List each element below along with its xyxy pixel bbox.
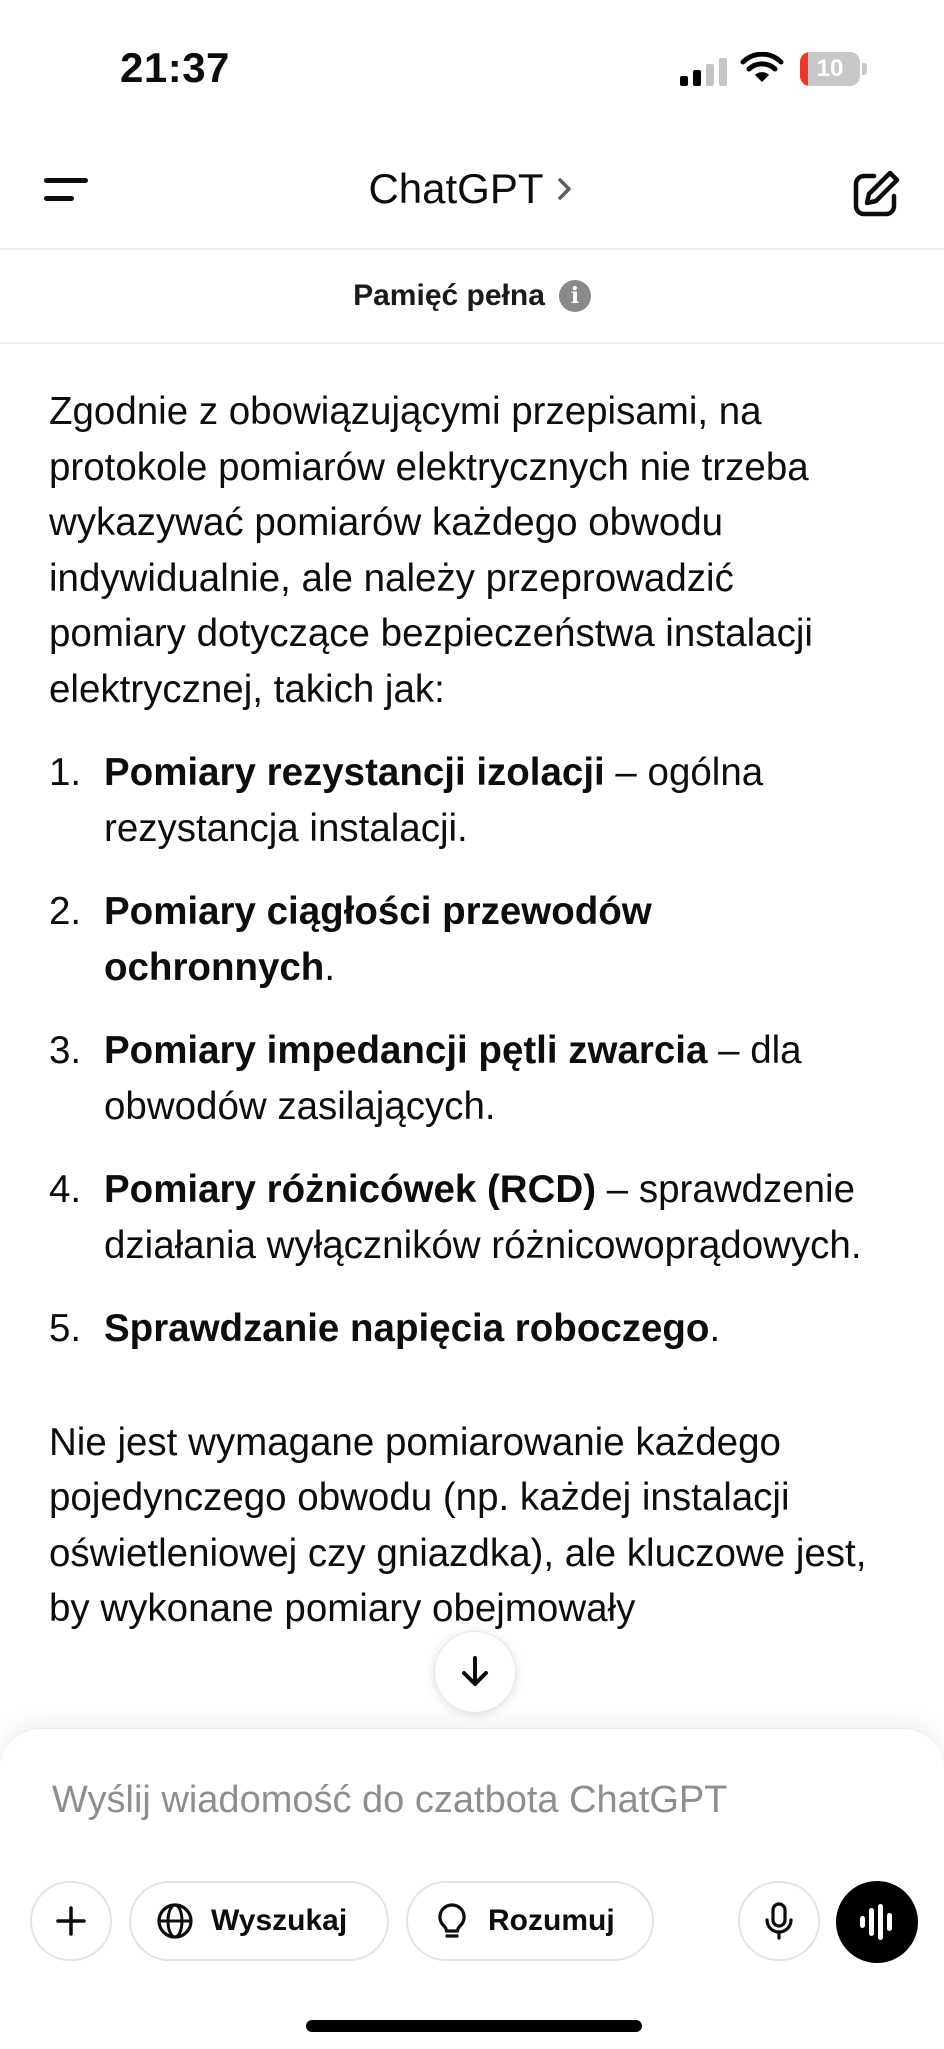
attach-button[interactable]: [30, 1881, 112, 1961]
measurement-list: [49, 745, 879, 1357]
menu-icon: [44, 178, 88, 183]
page-title: ChatGPT: [368, 165, 544, 212]
globe-icon: [155, 1901, 195, 1941]
voice-mode-button[interactable]: [836, 1881, 918, 1963]
new-chat-icon[interactable]: [850, 168, 902, 220]
list-item: 2. Pomiary ciągłości przewodów ochronnych.: [49, 890, 652, 989]
message-input[interactable]: [50, 1769, 894, 1831]
wifi-icon: [740, 52, 784, 86]
plus-icon: [53, 1903, 89, 1939]
cellular-signal-icon: [680, 58, 728, 86]
status-time: 21:37: [120, 44, 230, 91]
message-intro: Zgodnie z obowiązującymi przepisami, na protokole pomiarów elektrycznych nie trzeba wykazywać pomiarów każdego obwodu indywidualnie, ale należy przeprowadzić pomiary dotyczące bezpieczeństwa instalacji elektrycznej, takich jak:: [49, 390, 813, 711]
list-item: 5. Sprawdzanie napięcia roboczego.: [49, 1307, 721, 1350]
search-button-label: Wyszukaj: [211, 1904, 348, 1937]
voice-mode-icon: [855, 1900, 899, 1944]
arrow-down-icon: [455, 1652, 495, 1692]
composer: [0, 1728, 944, 2049]
memory-banner: [0, 250, 944, 344]
menu-button[interactable]: [44, 170, 96, 210]
battery-icon: [800, 52, 868, 86]
info-icon[interactable]: i: [559, 280, 591, 312]
chevron-right-icon: [554, 174, 576, 204]
list-item: 4. Pomiary różnicówek (RCD) – sprawdzenie działania wyłączników różnicowoprądowych.: [49, 1168, 862, 1267]
home-indicator: [306, 2020, 642, 2032]
memory-status-text: Pamięć pełna: [353, 279, 545, 312]
reason-button[interactable]: [406, 1881, 654, 1961]
reason-button-label: Rozumuj: [488, 1904, 615, 1937]
list-item: 3. Pomiary impedancji pętli zwarcia – dla obwodów zasilających.: [49, 1029, 802, 1128]
microphone-icon: [761, 1901, 797, 1941]
lightbulb-icon: [432, 1901, 472, 1941]
chat-header: [0, 130, 944, 250]
assistant-message: [49, 384, 879, 1637]
list-item: 1. Pomiary rezystancji izolacji – ogólna rezystancja instalacji.: [49, 751, 764, 850]
status-bar: [0, 0, 944, 120]
battery-level: 10: [816, 55, 844, 82]
search-button[interactable]: [129, 1881, 389, 1961]
model-selector[interactable]: [368, 165, 575, 213]
dictation-button[interactable]: [738, 1881, 820, 1961]
scroll-to-bottom-button[interactable]: [434, 1631, 516, 1713]
message-outro: Nie jest wymagane pomiarowanie każdego pojedynczego obwodu (np. każdej instalacji oświetleniowej czy gniazdka), ale kluczowe jest, by wykonane pomiary obejmowały: [49, 1420, 867, 1630]
